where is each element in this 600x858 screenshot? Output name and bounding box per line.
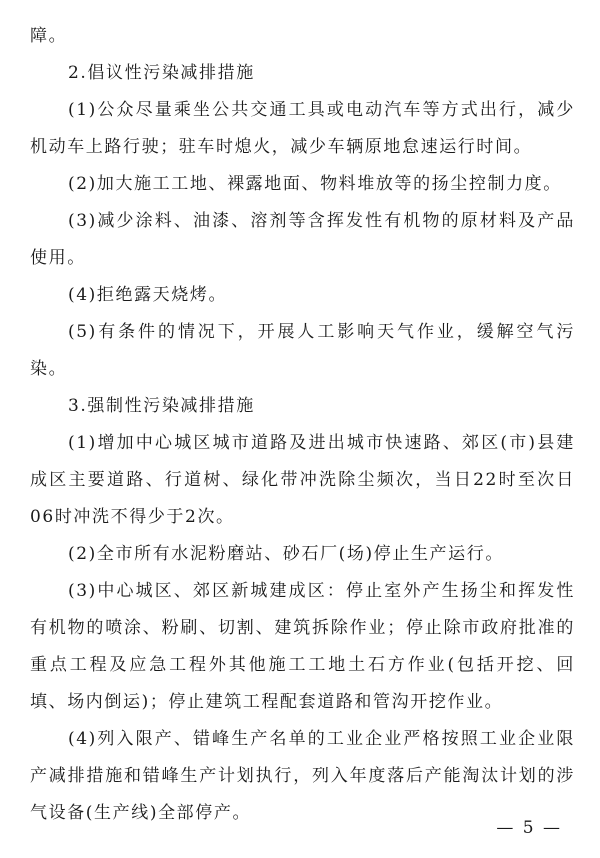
list-item-3-4: (4)列入限产、错峰生产名单的工业企业严格按照工业企业限产减排措施和错峰生产计划执行，列入年度落后产能淘汰计划的涉气设备(生产线)全部停产。: [30, 729, 575, 823]
document-page: [30, 18, 575, 832]
section-heading-3: 3.强制性污染减排措施: [68, 396, 255, 416]
page-number: — 5 —: [496, 818, 562, 838]
list-item-2-4: (4)拒绝露天烧烤。: [68, 285, 228, 305]
paragraph-continuation: 障。: [30, 26, 68, 46]
list-item-3-2: (2)全市所有水泥粉磨站、砂石厂(场)停止生产运行。: [68, 544, 504, 564]
list-item-3-1: (1)增加中心城区城市道路及进出城市快速路、郊区(市)县建成区主要道路、行道树、绿化带冲洗除尘频次，当日22时至次日06时冲洗不得少于2次。: [30, 433, 575, 527]
list-item-2-1: (1)公众尽量乘坐公共交通工具或电动汽车等方式出行，减少机动车上路行驶；驻车时熄火，减少车辆原地怠速运行时间。: [30, 100, 575, 157]
section-heading-2: 2.倡议性污染减排措施: [68, 63, 255, 83]
list-item-2-5: (5)有条件的情况下，开展人工影响天气作业，缓解空气污染。: [30, 322, 575, 379]
list-item-2-3: (3)减少涂料、油漆、溶剂等含挥发性有机物的原材料及产品使用。: [30, 211, 575, 268]
list-item-3-3: (3)中心城区、郊区新城建成区：停止室外产生扬尘和挥发性有机物的喷涂、粉刷、切割、建筑拆除作业；停止除市政府批准的重点工程及应急工程外其他施工工地土石方作业(包括开挖、回填、场内倒运)；停止建筑工程配套道路和管沟开挖作业。: [30, 581, 575, 712]
list-item-2-2: (2)加大施工工地、裸露地面、物料堆放等的扬尘控制力度。: [68, 174, 562, 194]
